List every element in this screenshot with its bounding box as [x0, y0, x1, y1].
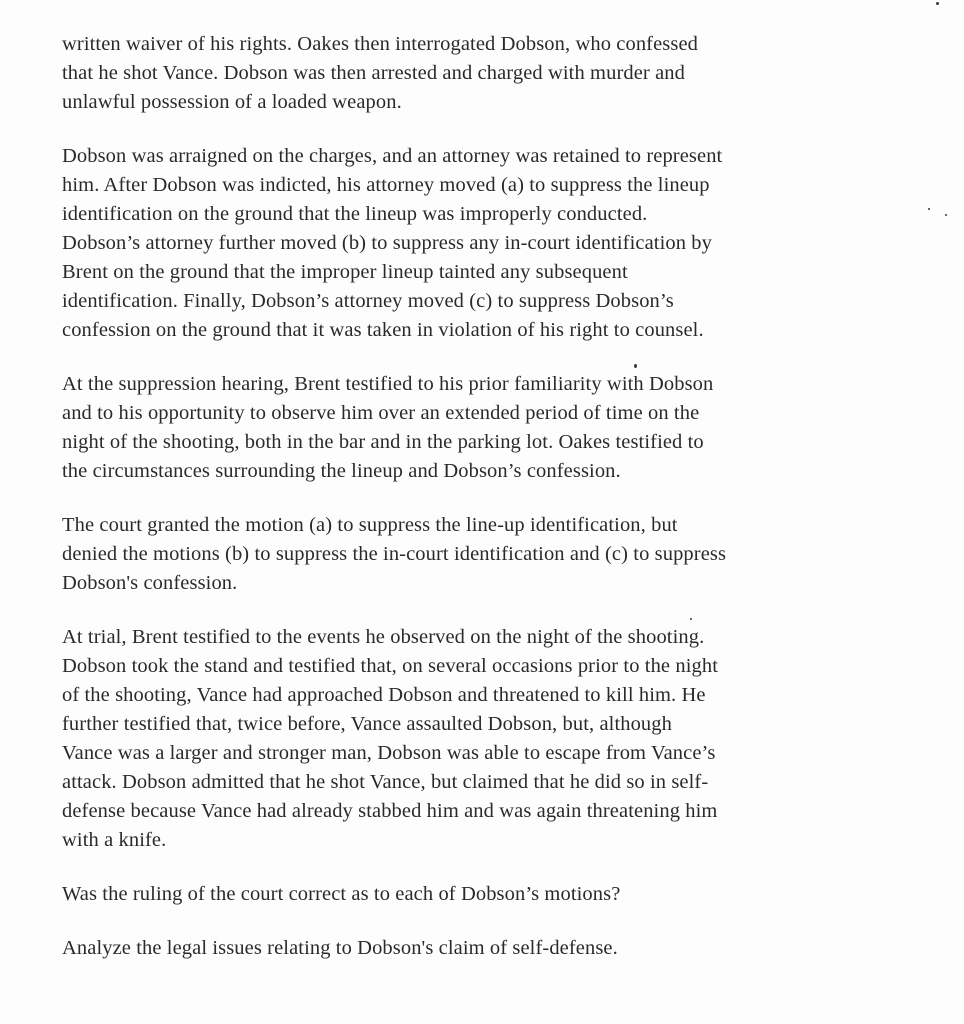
- question-motions-ruling: Was the ruling of the court correct as to each of Dobson’s motions?: [62, 883, 621, 905]
- scan-speck: [928, 208, 930, 210]
- scan-speck: [936, 2, 939, 5]
- paragraph-court-ruling: The court granted the motion (a) to suppress the line-up identification, but denied the motions (b) to suppress the in-court identification and (c) to suppress Dobson's confession.: [62, 514, 727, 594]
- document-body: [62, 30, 882, 988]
- scan-speck: [945, 214, 947, 216]
- scan-speck: [634, 364, 637, 368]
- scan-speck: [690, 618, 692, 620]
- paragraph-motions: Dobson was arraigned on the charges, and an attorney was retained to represent him. After Dobson was indicted, his attorney moved (a) to suppress the lineup identification on the ground that the lineup was improperly conducted. Dobson’s attorney further moved (b) to suppress any in-court identification by Brent on the ground that the improper lineup tainted any subsequent identification. Finally, Dobson’s attorney moved (c) to suppress Dobson’s confession on the ground that it was taken in violation of his right to counsel.: [62, 145, 723, 341]
- paragraph-trial-testimony: At trial, Brent testified to the events he observed on the night of the shooting. Dobson took the stand and testified that, on several occasions prior to the night of the shooting, Vance had approached Dobson and threatened to kill him. He further testified that, twice before, Vance assaulted Dobson, but, although Vance was a larger and stronger man, Dobson was able to escape from Vance’s attack. Dobson admitted that he shot Vance, but claimed that he did so in self- defense because Vance had already stabbed him and was again threatening him with a knife.: [62, 626, 718, 851]
- question-self-defense: Analyze the legal issues relating to Dobson's claim of self-defense.: [62, 937, 618, 959]
- paragraph-suppression-hearing: At the suppression hearing, Brent testified to his prior familiarity with Dobson and to his opportunity to observe him over an extended period of time on the night of the shooting, both in the bar and in the parking lot. Oakes testified to the circumstances surrounding the lineup and Dobson’s confession.: [62, 373, 714, 482]
- paragraph-waiver-confession: written waiver of his rights. Oakes then interrogated Dobson, who confessed that he shot Vance. Dobson was then arrested and charged with murder and unlawful possession of a loaded weapon.: [62, 33, 699, 113]
